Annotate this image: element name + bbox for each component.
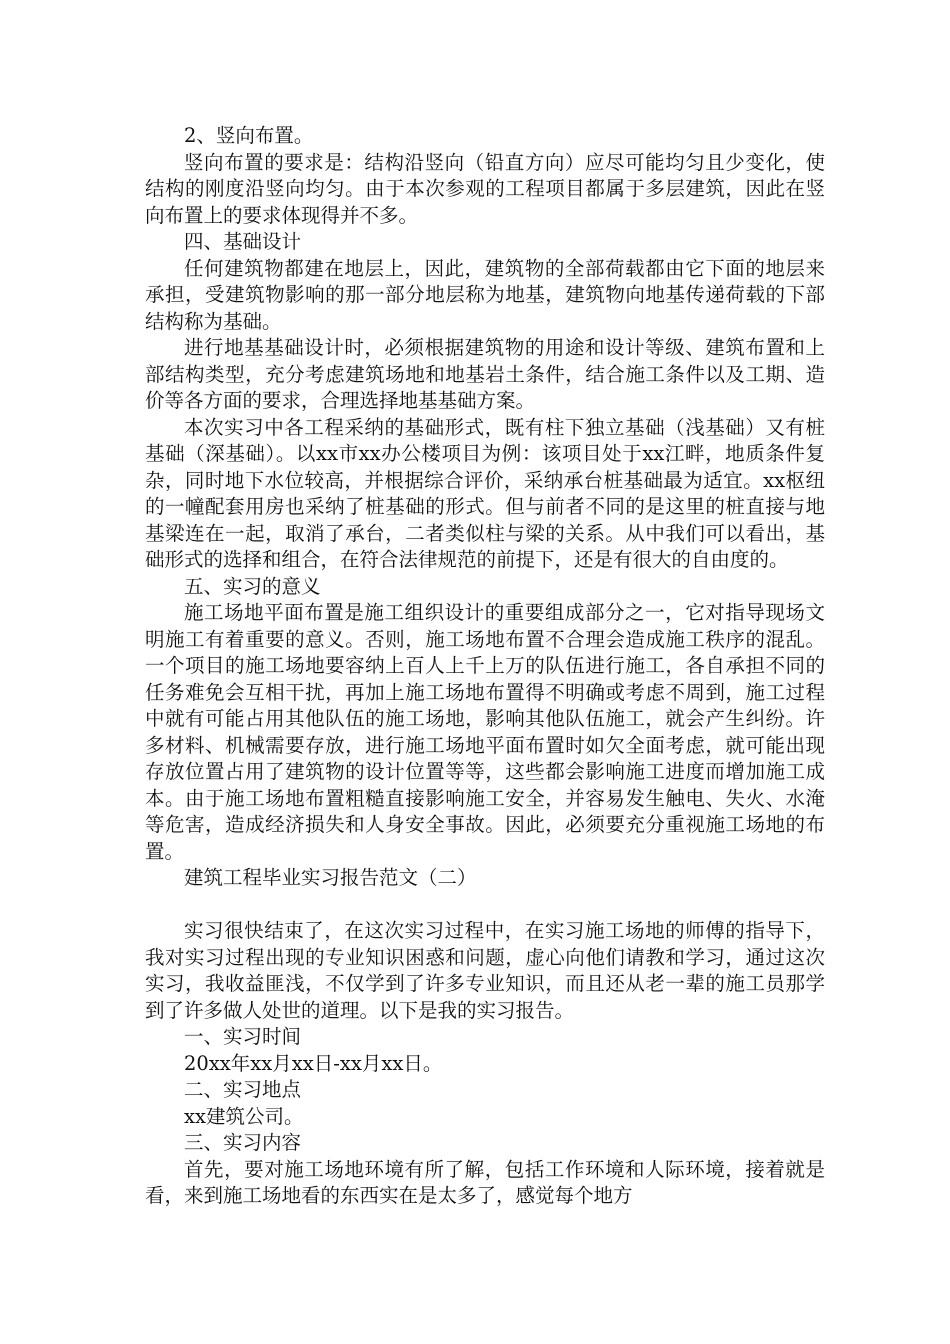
heading-internship-content: 三、实习内容 xyxy=(184,1131,302,1154)
paragraph-foundation-definition: 任何建筑物都建在地层上，因此，建筑物的全部荷载都由它下面的地层来承担，受建筑物影响的那一部分地层称为地基，建筑物向地基传递荷载的下部结构称为基础。 xyxy=(145,256,825,333)
heading-internship-location: 二、实习地点 xyxy=(184,1078,302,1101)
value-internship-location: xx建筑公司。 xyxy=(184,1104,304,1128)
paragraph-internship-content: 首先，要对施工场地环境有所了解，包括工作环境和人际环境，接着就是看，来到施工场地看的东西实在是太多了，感觉每个地方 xyxy=(145,1157,825,1207)
heading-vertical-layout: 2、竖向布置。 xyxy=(184,124,314,147)
paragraph-introduction: 实习很快结束了，在这次实习过程中，在实习施工场地的师傅的指导下，我对实习过程出现的专业知识困惑和问题，虚心向他们请教和学习，通过这次实习，我收益匪浅，不仅学到了许多专业知识，而且还从老一辈的施工员那学到了许多做人处世的道理。以下是我的实习报告。 xyxy=(145,919,825,1022)
value-internship-time: 20xx年xx月xx日-xx月xx日。 xyxy=(184,1051,443,1075)
paragraph-vertical-layout: 竖向布置的要求是：结构沿竖向（铅直方向）应尽可能均匀且少变化，使结构的刚度沿竖向均匀。由于本次参观的工程项目都属于多层建筑，因此在竖向布置上的要求体现得并不多。 xyxy=(145,150,825,227)
paragraph-foundation-design-process: 进行地基基础设计时，必须根据建筑物的用途和设计等级、建筑布置和上部结构类型，充分考虑建筑场地和地基岩土条件，结合施工条件以及工期、造价等各方面的要求，合理选择地基基础方案。 xyxy=(145,336,825,412)
blank-line xyxy=(145,892,825,919)
heading-internship-time: 一、实习时间 xyxy=(184,1025,302,1048)
heading-internship-significance: 五、实习的意义 xyxy=(184,574,321,598)
paragraph-site-layout: 施工场地平面布置是施工组织设计的重要组成部分之一，它对指导现场文明施工有着重要的意义。否则，施工场地布置不合理会造成施工秩序的混乱。一个项目的施工场地要容纳上百人上千上万的队伍进行施工，各自承担不同的任务难免会互相干扰，再加上施工场地布置得不明确或考虑不周到，施工过程中就有可能占用其他队伍的施工场地，影响其他队伍施工，就会产生纠纷。许多材料、机械需要存放，进行施工场地平面布置时如欠全面考虑，就可能出现存放位置占用了建筑物的设计位置等等，这些都会影响施工进度而增加施工成本。由于施工场地布置粗糙直接影响施工安全，并容易发生触电、失火、水淹等危害，造成经济损失和人身安全事故。因此，必须要充分重视施工场地的布置。 xyxy=(145,601,825,863)
heading-report-sample-two: 建筑工程毕业实习报告范文（二） xyxy=(184,866,477,889)
document-page xyxy=(145,123,825,1210)
heading-foundation-design: 四、基础设计 xyxy=(184,230,302,253)
paragraph-foundation-forms: 本次实习中各工程采纳的基础形式，既有柱下独立基础（浅基础）又有桩基础（深基础）。以xx市xx办公楼项目为例：该项目处于xx江畔，地质条件复杂，同时地下水位较高，并根据综合评价，采纳承台桩基础最为适宜。xx枢纽的一幢配套用房也采纳了桩基础的形式。但与前者不同的是这里的桩直接与地基梁连在一起，取消了承台，二者类似柱与梁的关系。从中我们可以看出，基础形式的选择和组合，在符合法律规范的前提下，还是有很大的自由度的。 xyxy=(145,415,825,571)
